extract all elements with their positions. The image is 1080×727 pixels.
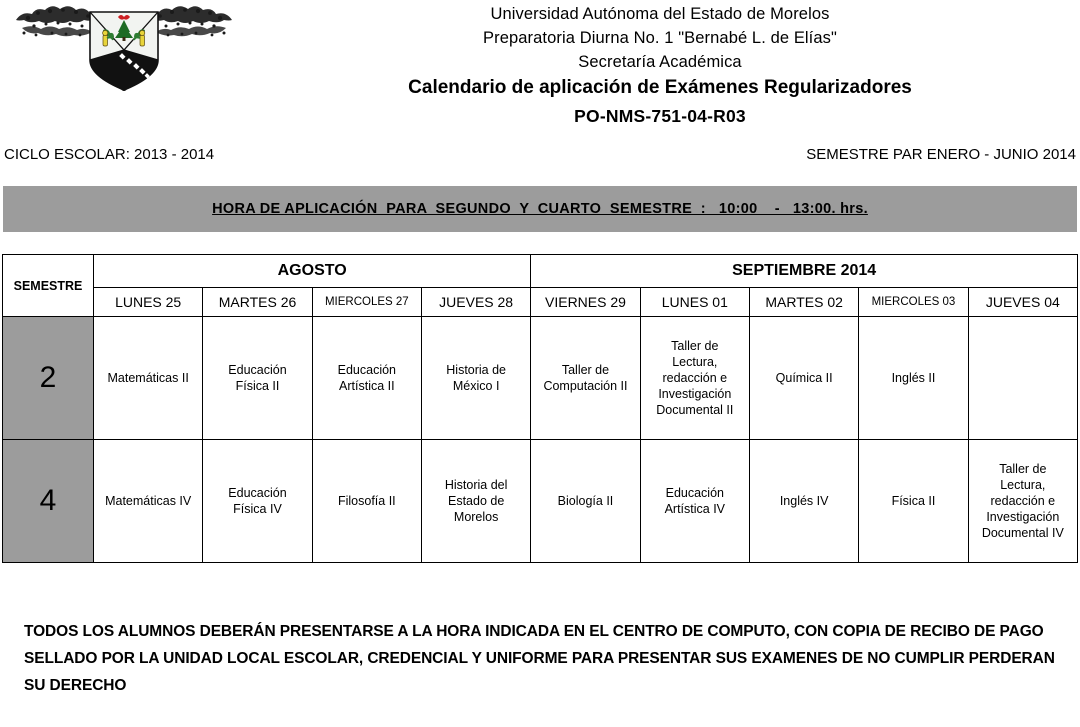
header-day-lunes-01: LUNES 01	[640, 288, 749, 317]
exam-cell-s4-d5: Educación Artística IV	[640, 440, 749, 563]
exam-cell-s2-d5: Taller de Lectura, redacción e Investigación Documental II	[640, 317, 749, 440]
exam-cell-s2-d8	[968, 317, 1077, 440]
application-time-banner	[3, 186, 1077, 232]
header-semestre: SEMESTRE	[3, 255, 94, 317]
exam-cell-s2-d7: Inglés II	[859, 317, 968, 440]
school-name: Preparatoria Diurna No. 1 "Bernabé L. de Elías"	[483, 29, 837, 47]
table-row	[3, 440, 1078, 563]
header-month-agosto: AGOSTO	[94, 255, 531, 288]
meta-row	[0, 146, 1080, 176]
day-header-row	[3, 288, 1078, 317]
exam-cell-s2-d6: Química II	[749, 317, 858, 440]
document-header	[0, 0, 1080, 146]
header-day-jueves-28: JUEVES 28	[421, 288, 530, 317]
school-cycle-label: CICLO ESCOLAR: 2013 - 2014	[4, 146, 215, 163]
header-day-martes-26: MARTES 26	[203, 288, 312, 317]
semester-period-label: SEMESTRE PAR ENERO - JUNIO 2014	[806, 146, 1076, 163]
exam-cell-s4-d3: Historia del Estado de Morelos	[421, 440, 530, 563]
exam-cell-s4-d6: Inglés IV	[749, 440, 858, 563]
page-title: Calendario de aplicación de Exámenes Regularizadores	[408, 77, 912, 98]
exam-cell-s4-d2: Filosofía II	[312, 440, 421, 563]
semester-number-4: 4	[3, 440, 94, 563]
exam-cell-s2-d2: Educación Artística II	[312, 317, 421, 440]
month-header-row	[3, 255, 1078, 288]
exam-cell-s2-d1: Educación Física II	[203, 317, 312, 440]
exam-calendar-table	[2, 254, 1078, 563]
application-time-text: HORA DE APLICACIÓN PARA SEGUNDO Y CUARTO SEMESTRE : 10:00 - 13:00. hrs.	[212, 201, 868, 217]
exam-cell-s2-d3: Historia de México I	[421, 317, 530, 440]
header-day-miercoles-03: MIERCOLES 03	[859, 288, 968, 317]
calendar-table-body	[3, 317, 1078, 563]
semester-number-2: 2	[3, 317, 94, 440]
footer-notice: TODOS LOS ALUMNOS DEBERÁN PRESENTARSE A LA HORA INDICADA EN EL CENTRO DE COMPUTO, CON COPIA DE RECIBO DE PAGO SELLADO POR LA UNIDAD LOCAL ESCOLAR, CREDENCIAL Y UNIFORME PARA PRESENTAR SUS EXAMENES DE NO CUMPLIR PERDERAN SU DERECHO	[24, 623, 1055, 694]
exam-cell-s4-d7: Física II	[859, 440, 968, 563]
header-title-block	[240, 2, 1080, 130]
exam-cell-s4-d0: Matemáticas IV	[94, 440, 203, 563]
header-day-jueves-04: JUEVES 04	[968, 288, 1077, 317]
uaem-coat-of-arms-icon	[8, 2, 240, 94]
calendar-table-container	[2, 254, 1078, 563]
calendar-table-head	[3, 255, 1078, 317]
exam-cell-s4-d1: Educación Física IV	[203, 440, 312, 563]
exam-cell-s4-d4: Biología II	[531, 440, 640, 563]
table-row	[3, 317, 1078, 440]
exam-cell-s2-d0: Matemáticas II	[94, 317, 203, 440]
header-day-lunes-25: LUNES 25	[94, 288, 203, 317]
header-month-septiembre: SEPTIEMBRE 2014	[531, 255, 1078, 288]
document-code: PO-NMS-751-04-R03	[574, 106, 746, 126]
header-day-viernes-29: VIERNES 29	[531, 288, 640, 317]
exam-cell-s4-d8: Taller de Lectura, redacción e Investigación Documental IV	[968, 440, 1077, 563]
header-day-miercoles-27: MIERCOLES 27	[312, 288, 421, 317]
department-name: Secretaría Académica	[578, 53, 742, 71]
exam-cell-s2-d4: Taller de Computación II	[531, 317, 640, 440]
university-name: Universidad Autónoma del Estado de Morelos	[490, 5, 830, 23]
header-day-martes-02: MARTES 02	[749, 288, 858, 317]
